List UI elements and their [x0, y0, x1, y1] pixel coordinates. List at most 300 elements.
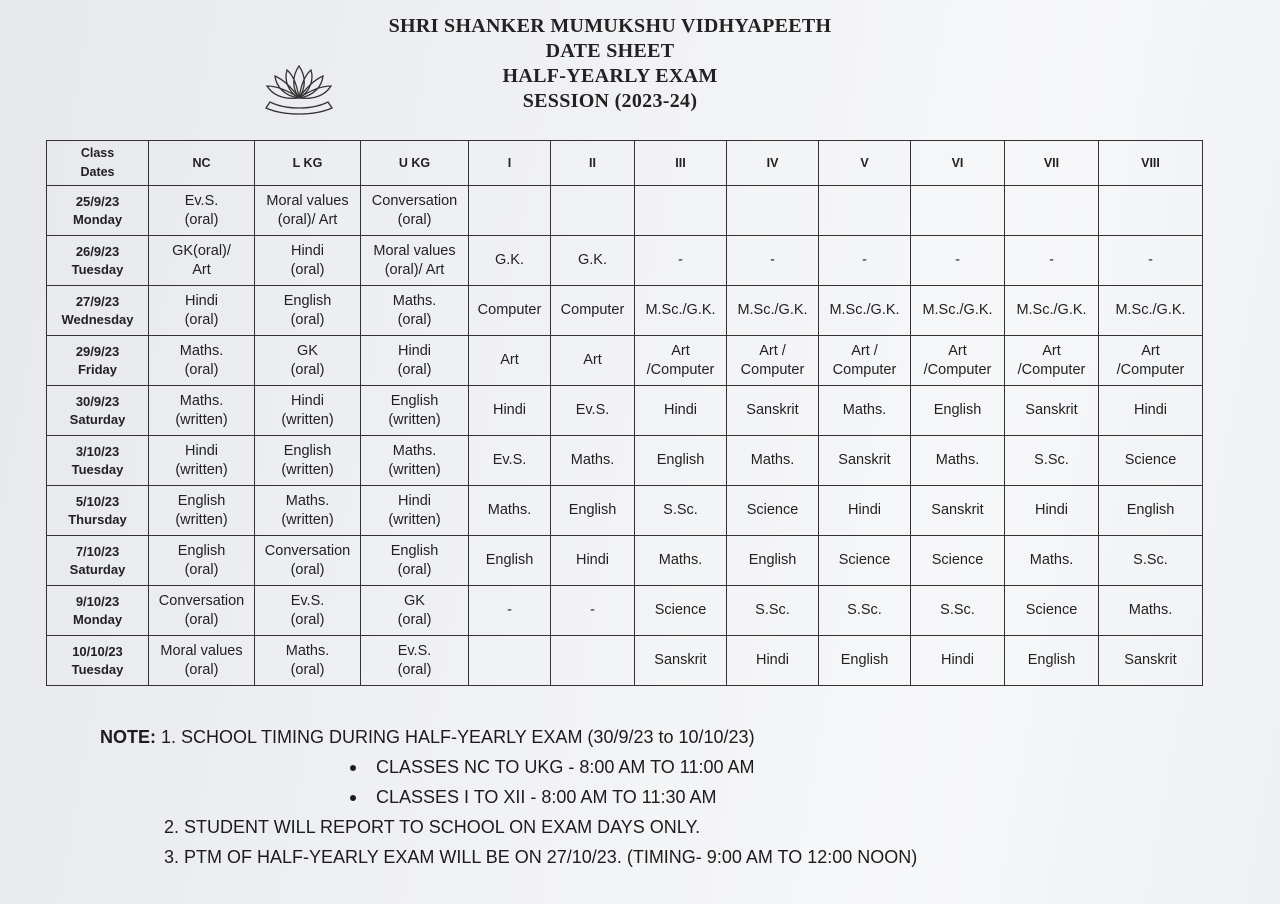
notes-section [100, 722, 1220, 872]
subject-text: Sanskrit [1124, 652, 1177, 668]
document-title: DATE SHEET [545, 40, 675, 62]
subject-text: (oral) [290, 661, 325, 678]
subject-text: (oral) [397, 611, 432, 628]
subject-cell [911, 186, 1005, 236]
subject-text: /Computer [1017, 361, 1086, 378]
subject-cell [911, 286, 1005, 336]
class-header: VIII [1099, 141, 1203, 186]
subject-text: /Computer [646, 361, 715, 378]
subject-text: Science [838, 552, 891, 568]
subject-text: English [177, 542, 226, 559]
subject-text: Hindi [492, 402, 527, 418]
date-cell [47, 336, 149, 386]
subject-text: Science [1124, 452, 1177, 468]
subject-text: (oral) [290, 361, 325, 378]
subject-cell [149, 536, 255, 586]
subject-text: (oral) [397, 661, 432, 678]
exam-date: 26/9/23 [75, 243, 120, 259]
subject-cell [819, 436, 911, 486]
subject-text: GK [404, 592, 425, 609]
note-3-text: 3. PTM OF HALF-YEARLY EXAM WILL BE ON 27/10/23. (TIMING- 9:00 AM TO 12:00 NOON) [164, 847, 918, 867]
subject-cell [469, 586, 551, 636]
class-header: L KG [255, 141, 361, 186]
class-header: I [469, 141, 551, 186]
subject-text: (oral)/ Art [277, 211, 338, 228]
subject-cell [635, 436, 727, 486]
subject-cell [727, 586, 819, 636]
subject-cell [469, 236, 551, 286]
subject-cell [727, 336, 819, 386]
subject-cell [1005, 436, 1099, 486]
subject-text: Computer [477, 302, 542, 318]
subject-cell [727, 236, 819, 286]
subject-text: Maths. [842, 402, 887, 418]
subject-text: M.Sc./G.K. [737, 302, 808, 318]
note-label: NOTE: [100, 727, 156, 747]
corner-header [47, 141, 149, 186]
subject-cell [1005, 236, 1099, 286]
subject-text: - [955, 252, 960, 268]
date-cell [47, 586, 149, 636]
subject-cell [469, 536, 551, 586]
subject-cell [727, 636, 819, 686]
subject-text: S.Sc. [663, 502, 698, 518]
subject-text: - [862, 252, 867, 268]
subject-cell [551, 236, 635, 286]
subject-text: Hindi [184, 442, 219, 459]
subject-cell [819, 486, 911, 536]
subject-text: (written) [388, 411, 441, 428]
subject-text: M.Sc./G.K. [645, 302, 716, 318]
note-2 [100, 812, 1220, 842]
table-row [47, 436, 1203, 486]
school-logo-lotus-icon [258, 58, 340, 120]
subject-text: S.Sc. [1034, 452, 1069, 468]
subject-cell [1099, 636, 1203, 686]
subject-cell [361, 286, 469, 336]
exam-day: Saturday [69, 411, 126, 427]
subject-text: Science [654, 602, 707, 618]
subject-cell [149, 586, 255, 636]
bullet-1-text: CLASSES NC TO UKG - 8:00 AM TO 11:00 AM [376, 757, 755, 777]
subject-text: Maths. [1029, 552, 1074, 568]
subject-cell [1099, 286, 1203, 336]
subject-cell [1005, 286, 1099, 336]
subject-text: Moral values [373, 242, 456, 259]
subject-text: Hindi [847, 502, 882, 518]
subject-cell [361, 486, 469, 536]
subject-text: Science [931, 552, 984, 568]
subject-text: English [568, 502, 617, 518]
subject-text: Ev.S. [575, 402, 610, 418]
table-row [47, 336, 1203, 386]
note-1-text: 1. SCHOOL TIMING DURING HALF-YEARLY EXAM (30/9/23 to 10/10/23) [161, 727, 755, 747]
subject-text: English [840, 652, 889, 668]
subject-cell [255, 586, 361, 636]
subject-cell [469, 186, 551, 236]
subject-text: Ev.S. [397, 642, 432, 659]
subject-text: English [485, 552, 534, 568]
subject-cell [1005, 536, 1099, 586]
subject-text: Ev.S. [492, 452, 527, 468]
subject-cell [911, 486, 1005, 536]
table-row [47, 236, 1203, 286]
subject-cell [727, 286, 819, 336]
exam-date: 27/9/23 [75, 293, 120, 309]
subject-cell [469, 486, 551, 536]
subject-cell [819, 586, 911, 636]
subject-cell [149, 486, 255, 536]
subject-cell [635, 236, 727, 286]
document-header [360, 14, 860, 114]
table-row [47, 536, 1203, 586]
exam-date: 7/10/23 [75, 543, 120, 559]
subject-text: (written) [175, 411, 228, 428]
subject-cell [255, 386, 361, 436]
subject-text: (oral) [184, 211, 219, 228]
subject-cell [255, 486, 361, 536]
school-name: SHRI SHANKER MUMUKSHU VIDHYAPEETH [388, 15, 832, 37]
table-row [47, 186, 1203, 236]
subject-cell [635, 536, 727, 586]
subject-text: Ev.S. [290, 592, 325, 609]
subject-cell [149, 236, 255, 286]
subject-text: Ev.S. [184, 192, 219, 209]
subject-text: - [770, 252, 775, 268]
subject-text: Art [500, 352, 519, 368]
note-2-text: 2. STUDENT WILL REPORT TO SCHOOL ON EXAM DAYS ONLY. [164, 817, 701, 837]
subject-cell [727, 436, 819, 486]
class-header: II [551, 141, 635, 186]
table-row [47, 586, 1203, 636]
subject-cell [469, 386, 551, 436]
subject-cell [1005, 586, 1099, 636]
subject-cell [551, 336, 635, 386]
subject-cell [635, 286, 727, 336]
subject-text: Maths. [179, 392, 224, 409]
bullet-2-text: CLASSES I TO XII - 8:00 AM TO 11:30 AM [376, 787, 717, 807]
subject-cell [255, 336, 361, 386]
subject-cell [1099, 386, 1203, 436]
note-1 [100, 722, 1220, 752]
subject-text: (written) [281, 411, 334, 428]
subject-text: Hindi [290, 392, 325, 409]
date-sheet-table [46, 140, 1203, 686]
subject-text: - [590, 602, 595, 618]
subject-cell [635, 336, 727, 386]
corner-header-line: Class [80, 146, 115, 160]
subject-text: Maths. [285, 492, 330, 509]
subject-cell [635, 186, 727, 236]
subject-text: English [390, 542, 439, 559]
subject-text: (written) [175, 511, 228, 528]
subject-text: Hindi [575, 552, 610, 568]
exam-day: Tuesday [71, 261, 124, 277]
subject-text: M.Sc./G.K. [922, 302, 993, 318]
subject-cell [361, 436, 469, 486]
subject-text: Maths. [935, 452, 980, 468]
subject-cell [551, 436, 635, 486]
subject-text: (written) [281, 461, 334, 478]
exam-day: Tuesday [71, 461, 124, 477]
subject-text: Maths. [392, 442, 437, 459]
subject-text: (oral) [290, 611, 325, 628]
subject-cell [551, 636, 635, 686]
subject-cell [1099, 586, 1203, 636]
table-row [47, 286, 1203, 336]
date-cell [47, 436, 149, 486]
exam-date: 25/9/23 [75, 193, 120, 209]
subject-text: Moral values [266, 192, 349, 209]
subject-cell [255, 286, 361, 336]
class-header: NC [149, 141, 255, 186]
subject-cell [635, 486, 727, 536]
subject-cell [255, 186, 361, 236]
table-row [47, 486, 1203, 536]
note-3 [100, 842, 1220, 872]
subject-text: Art [192, 261, 211, 278]
subject-text: (oral) [397, 561, 432, 578]
subject-text: English [177, 492, 226, 509]
subject-text: Hindi [1034, 502, 1069, 518]
subject-cell [469, 636, 551, 686]
subject-cell [1099, 536, 1203, 586]
subject-text: Maths. [570, 452, 615, 468]
subject-cell [1005, 186, 1099, 236]
subject-text: English [283, 292, 332, 309]
subject-text: Conversation [371, 192, 458, 209]
subject-text: Art [948, 342, 967, 359]
subject-cell [361, 236, 469, 286]
subject-cell [911, 336, 1005, 386]
subject-text: Hindi [290, 242, 325, 259]
note-bullet-2 [100, 782, 1220, 812]
subject-text: (oral) [184, 361, 219, 378]
subject-text: - [1049, 252, 1054, 268]
subject-text: Computer [832, 361, 897, 378]
subject-text: M.Sc./G.K. [1115, 302, 1186, 318]
class-header: U KG [361, 141, 469, 186]
subject-cell [819, 236, 911, 286]
exam-date: 30/9/23 [75, 393, 120, 409]
subject-cell [551, 586, 635, 636]
exam-title: HALF-YEARLY EXAM [502, 65, 718, 87]
subject-text: G.K. [577, 252, 607, 268]
subject-cell [255, 536, 361, 586]
subject-text: Science [746, 502, 799, 518]
subject-text: (oral) [397, 211, 432, 228]
class-header: VII [1005, 141, 1099, 186]
exam-day: Thursday [68, 511, 127, 527]
subject-text: English [283, 442, 332, 459]
subject-cell [1099, 336, 1203, 386]
subject-text: Maths. [750, 452, 795, 468]
subject-cell [149, 286, 255, 336]
subject-text: (oral) [184, 561, 219, 578]
subject-text: English [1027, 652, 1076, 668]
subject-text: M.Sc./G.K. [1016, 302, 1087, 318]
subject-text: S.Sc. [1133, 552, 1168, 568]
date-cell [47, 236, 149, 286]
exam-date: 3/10/23 [75, 443, 120, 459]
subject-text: (oral) [290, 561, 325, 578]
table-row [47, 386, 1203, 436]
class-header: V [819, 141, 911, 186]
date-cell [47, 536, 149, 586]
date-cell [47, 486, 149, 536]
subject-text: English [390, 392, 439, 409]
subject-text: Hindi [1133, 402, 1168, 418]
subject-cell [149, 186, 255, 236]
subject-text: /Computer [923, 361, 992, 378]
exam-day: Saturday [69, 561, 126, 577]
subject-text: - [678, 252, 683, 268]
subject-text: Maths. [658, 552, 703, 568]
subject-cell [469, 336, 551, 386]
subject-text: Computer [560, 302, 625, 318]
subject-cell [361, 536, 469, 586]
date-cell [47, 286, 149, 336]
subject-cell [469, 286, 551, 336]
subject-cell [727, 186, 819, 236]
subject-cell [361, 186, 469, 236]
session-title: SESSION (2023-24) [522, 90, 698, 112]
exam-date: 29/9/23 [75, 343, 120, 359]
subject-text: Maths. [1128, 602, 1173, 618]
subject-cell [819, 186, 911, 236]
subject-cell [911, 636, 1005, 686]
class-header: III [635, 141, 727, 186]
subject-text: Art / [851, 342, 878, 359]
subject-text: Maths. [487, 502, 532, 518]
subject-cell [1099, 436, 1203, 486]
exam-day: Tuesday [71, 661, 124, 677]
subject-text: English [748, 552, 797, 568]
subject-cell [1099, 236, 1203, 286]
subject-cell [635, 636, 727, 686]
subject-cell [727, 536, 819, 586]
subject-text: Hindi [397, 342, 432, 359]
subject-text: GK [297, 342, 318, 359]
subject-text: G.K. [494, 252, 524, 268]
subject-text: Maths. [392, 292, 437, 309]
corner-header-line: Dates [80, 165, 115, 179]
subject-cell [255, 636, 361, 686]
subject-text: Sanskrit [746, 402, 799, 418]
subject-cell [1005, 486, 1099, 536]
class-header: VI [911, 141, 1005, 186]
subject-text: (oral) [184, 661, 219, 678]
subject-cell [361, 586, 469, 636]
subject-text: (written) [388, 461, 441, 478]
subject-text: Art [671, 342, 690, 359]
subject-text: M.Sc./G.K. [829, 302, 900, 318]
class-header: IV [727, 141, 819, 186]
subject-text: Art [1042, 342, 1061, 359]
subject-text: Hindi [184, 292, 219, 309]
exam-day: Wednesday [61, 311, 134, 327]
subject-cell [551, 186, 635, 236]
subject-text: (oral) [397, 361, 432, 378]
subject-text: S.Sc. [755, 602, 790, 618]
subject-text: Conversation [264, 542, 351, 559]
subject-text: (written) [281, 511, 334, 528]
subject-cell [551, 486, 635, 536]
subject-cell [819, 386, 911, 436]
subject-text: Art [1141, 342, 1160, 359]
subject-cell [1099, 186, 1203, 236]
subject-cell [635, 386, 727, 436]
subject-text: /Computer [1116, 361, 1185, 378]
subject-text: Sanskrit [838, 452, 891, 468]
exam-day: Monday [72, 211, 123, 227]
subject-text: Maths. [179, 342, 224, 359]
date-cell [47, 186, 149, 236]
subject-cell [361, 336, 469, 386]
subject-cell [255, 236, 361, 286]
exam-date: 10/10/23 [72, 643, 123, 659]
subject-text: Moral values [160, 642, 243, 659]
subject-text: Hindi [940, 652, 975, 668]
subject-text: Sanskrit [654, 652, 707, 668]
subject-cell [361, 386, 469, 436]
subject-cell [149, 386, 255, 436]
subject-cell [149, 436, 255, 486]
exam-date: 5/10/23 [75, 493, 120, 509]
subject-text: Science [1025, 602, 1078, 618]
subject-text: Sanskrit [931, 502, 984, 518]
subject-text: - [507, 602, 512, 618]
subject-cell [1099, 486, 1203, 536]
subject-text: Art / [759, 342, 786, 359]
subject-cell [551, 536, 635, 586]
subject-text: (oral)/ Art [384, 261, 445, 278]
subject-cell [469, 436, 551, 486]
subject-text: Hindi [397, 492, 432, 509]
subject-cell [911, 386, 1005, 436]
subject-text: S.Sc. [847, 602, 882, 618]
subject-cell [911, 586, 1005, 636]
subject-text: Conversation [158, 592, 245, 609]
table-row [47, 636, 1203, 686]
subject-text: Hindi [663, 402, 698, 418]
subject-text: (oral) [397, 311, 432, 328]
exam-day: Monday [72, 611, 123, 627]
subject-cell [1005, 386, 1099, 436]
subject-text: GK(oral)/ [172, 242, 231, 259]
subject-cell [911, 536, 1005, 586]
subject-text: Hindi [755, 652, 790, 668]
table-header-row [47, 141, 1203, 186]
subject-text: Art [583, 352, 602, 368]
subject-cell [819, 336, 911, 386]
subject-cell [819, 636, 911, 686]
subject-cell [911, 436, 1005, 486]
subject-text: (oral) [290, 311, 325, 328]
subject-cell [635, 586, 727, 636]
date-cell [47, 636, 149, 686]
subject-cell [361, 636, 469, 686]
subject-cell [727, 486, 819, 536]
subject-cell [255, 436, 361, 486]
subject-cell [149, 336, 255, 386]
note-bullet-1 [100, 752, 1220, 782]
subject-cell [819, 536, 911, 586]
subject-cell [727, 386, 819, 436]
subject-text: Sanskrit [1025, 402, 1078, 418]
subject-text: - [1148, 252, 1153, 268]
subject-text: English [933, 402, 982, 418]
